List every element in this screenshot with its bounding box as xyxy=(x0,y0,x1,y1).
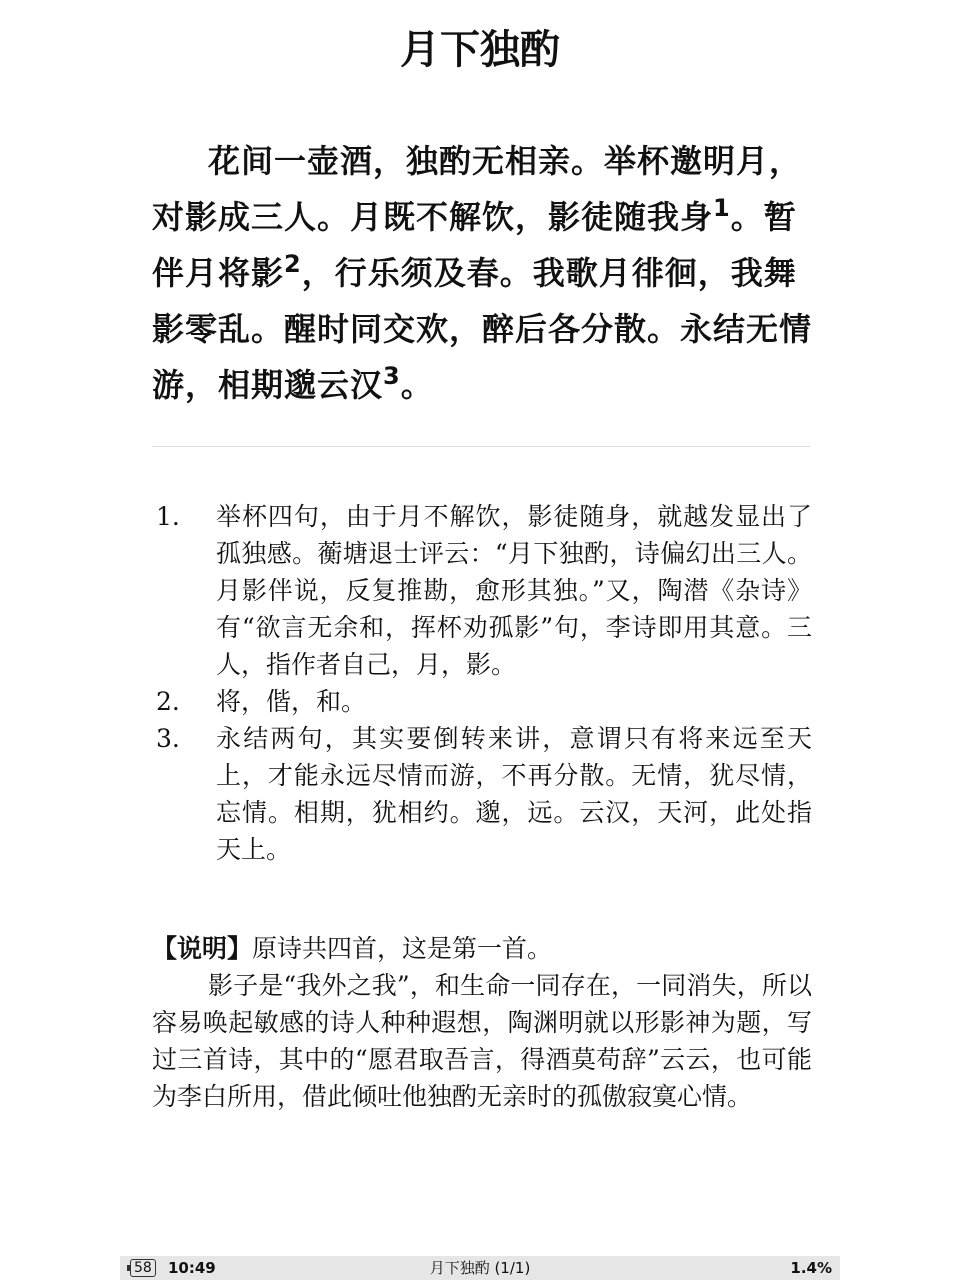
battery-icon: 58 xyxy=(130,1259,156,1277)
footnote-ref-1[interactable]: 1 xyxy=(713,194,731,222)
footnote-item xyxy=(152,683,812,720)
footnote-text: 将，偕，和。 xyxy=(216,687,367,716)
explanation-body: 影子是“我外之我”，和生命一同存在，一同消失，所以容易唤起敏感的诗人种种遐想，陶渊明就以形影神为题，写过三首诗，其中的“愿君取吾言，得酒莫苟辞”云云，也可能为李白所用，借此倾吐他独酌无亲时的孤傲寂寞心情。 xyxy=(152,971,812,1111)
footnote-item xyxy=(152,720,812,868)
clock-time: 10:49 xyxy=(168,1259,216,1277)
page-title: 月下独酌 xyxy=(400,27,560,73)
footnote-list xyxy=(152,498,812,868)
poem-segment: ，行乐须及春。我歌月徘徊，我舞影零乱。醒时同交欢，醉后各分散。永结无情游，相期邈云汉 xyxy=(152,254,813,404)
footnote-ref-2[interactable]: 2 xyxy=(284,250,302,278)
explanation-section xyxy=(152,930,812,1115)
explanation-heading: 【说明】 xyxy=(152,934,253,963)
footnote-number: 1. xyxy=(156,502,180,531)
reading-progress: 1.4% xyxy=(790,1259,832,1277)
footnote-ref-3[interactable]: 3 xyxy=(383,362,401,390)
footnote-item xyxy=(152,498,812,683)
poem-segment: 花间一壶酒，独酌无相亲。举杯邀明月，对影成三人。月既不解饮，影徒随我身 xyxy=(152,142,803,236)
poem-segment: 。 xyxy=(400,366,434,404)
footnote-divider xyxy=(152,446,810,447)
footnote-number: 3. xyxy=(156,724,180,753)
chapter-indicator[interactable]: 月下独酌 (1/1) xyxy=(429,1259,531,1277)
footnote-text: 永结两句，其实要倒转来讲，意谓只有将来远至天上，才能永远尽情而游，不再分散。无情，犹尽情，忘情。相期，犹相约。邈，远。云汉，天河，此处指天上。 xyxy=(216,724,812,864)
footnote-text: 举杯四句，由于月不解饮，影徒随身，就越发显出了孤独感。蘅塘退士评云：“月下独酌，诗偏幻出三人。月影伴说，反复推勘，愈形其独。”又，陶潜《杂诗》有“欲言无余和，挥杯劝孤影”句，李诗即用其意。三人，指作者自己，月，影。 xyxy=(216,502,812,679)
reader-status-bar xyxy=(120,1256,840,1280)
footnote-number: 2. xyxy=(156,687,180,716)
explanation-intro: 原诗共四首，这是第一首。 xyxy=(252,934,553,963)
explanation-first-line xyxy=(152,930,812,967)
poem-text xyxy=(152,133,814,413)
poem-segment: 。暂伴月将影 xyxy=(152,198,797,292)
